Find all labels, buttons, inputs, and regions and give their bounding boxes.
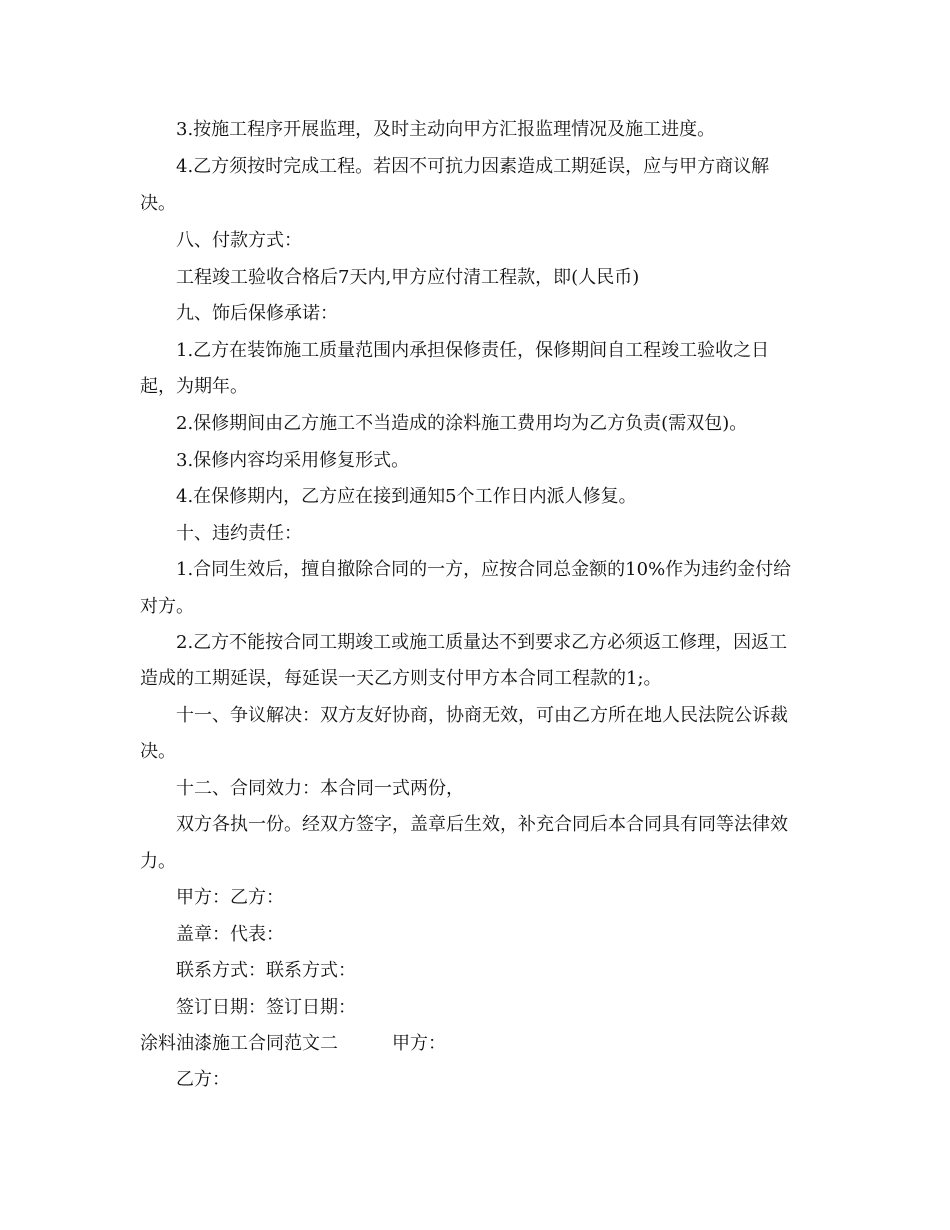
clause-10-1-cont: 对方。 bbox=[140, 596, 194, 617]
clause-9-1-cont: 起，为期年。 bbox=[140, 376, 248, 397]
section-heading-11: 十一、争议解决：双方友好协商，协商无效，可由乙方所在地人民法院公诉裁 bbox=[176, 705, 788, 726]
section-heading-8: 八、付款方式： bbox=[176, 230, 302, 251]
clause-10-1: 1.合同生效后，擅自撤除合同的一方，应按合同总金额的10%作为违约金付给 bbox=[176, 559, 792, 580]
clause-9-2: 2.保修期间由乙方施工不当造成的涂料施工费用均为乙方负责(需双包)。 bbox=[176, 413, 748, 434]
clause-7-4-cont: 决。 bbox=[140, 193, 176, 214]
clause-9-1: 1.乙方在装饰施工质量范围内承担保修责任，保修期间自工程竣工验收之日 bbox=[176, 340, 770, 361]
section-12-body: 双方各执一份。经双方签字，盖章后生效，补充合同后本合同具有同等法律效 bbox=[176, 814, 788, 835]
payment-terms: 工程竣工验收合格后7天内,甲方应付清工程款，即(人民币) bbox=[176, 267, 640, 288]
section-heading-12: 十二、合同效力：本合同一式两份， bbox=[176, 778, 464, 799]
signature-contact: 联系方式：联系方式： bbox=[176, 960, 356, 981]
section-heading-9: 九、饰后保修承诺： bbox=[176, 303, 338, 324]
section-heading-10: 十、违约责任： bbox=[176, 523, 302, 544]
clause-10-2: 2.乙方不能按合同工期竣工或施工质量达不到要求乙方必须返工修理，因返工 bbox=[176, 632, 788, 653]
clause-10-2-cont: 造成的工期延误，每延误一天乙方则支付甲方本合同工程款的1;。 bbox=[140, 668, 662, 689]
signature-date: 签订日期：签订日期： bbox=[176, 997, 356, 1018]
clause-7-3: 3.按施工程序开展监理，及时主动向甲方汇报监理情况及施工进度。 bbox=[176, 119, 716, 140]
section-11-cont: 决。 bbox=[140, 741, 176, 762]
signature-seal: 盖章：代表： bbox=[176, 924, 284, 945]
clause-9-4: 4.在保修期内，乙方应在接到通知5个工作日内派人修复。 bbox=[176, 486, 637, 507]
template-two-title: 涂料油漆施工合同范文二 甲方： bbox=[140, 1033, 446, 1054]
signature-parties: 甲方：乙方： bbox=[176, 887, 284, 908]
section-12-body-cont: 力。 bbox=[140, 851, 176, 872]
clause-7-4: 4.乙方须按时完成工程。若因不可抗力因素造成工期延误，应与甲方商议解 bbox=[176, 156, 770, 177]
party-b-label: 乙方： bbox=[176, 1069, 230, 1090]
clause-9-3: 3.保修内容均采用修复形式。 bbox=[176, 450, 410, 471]
